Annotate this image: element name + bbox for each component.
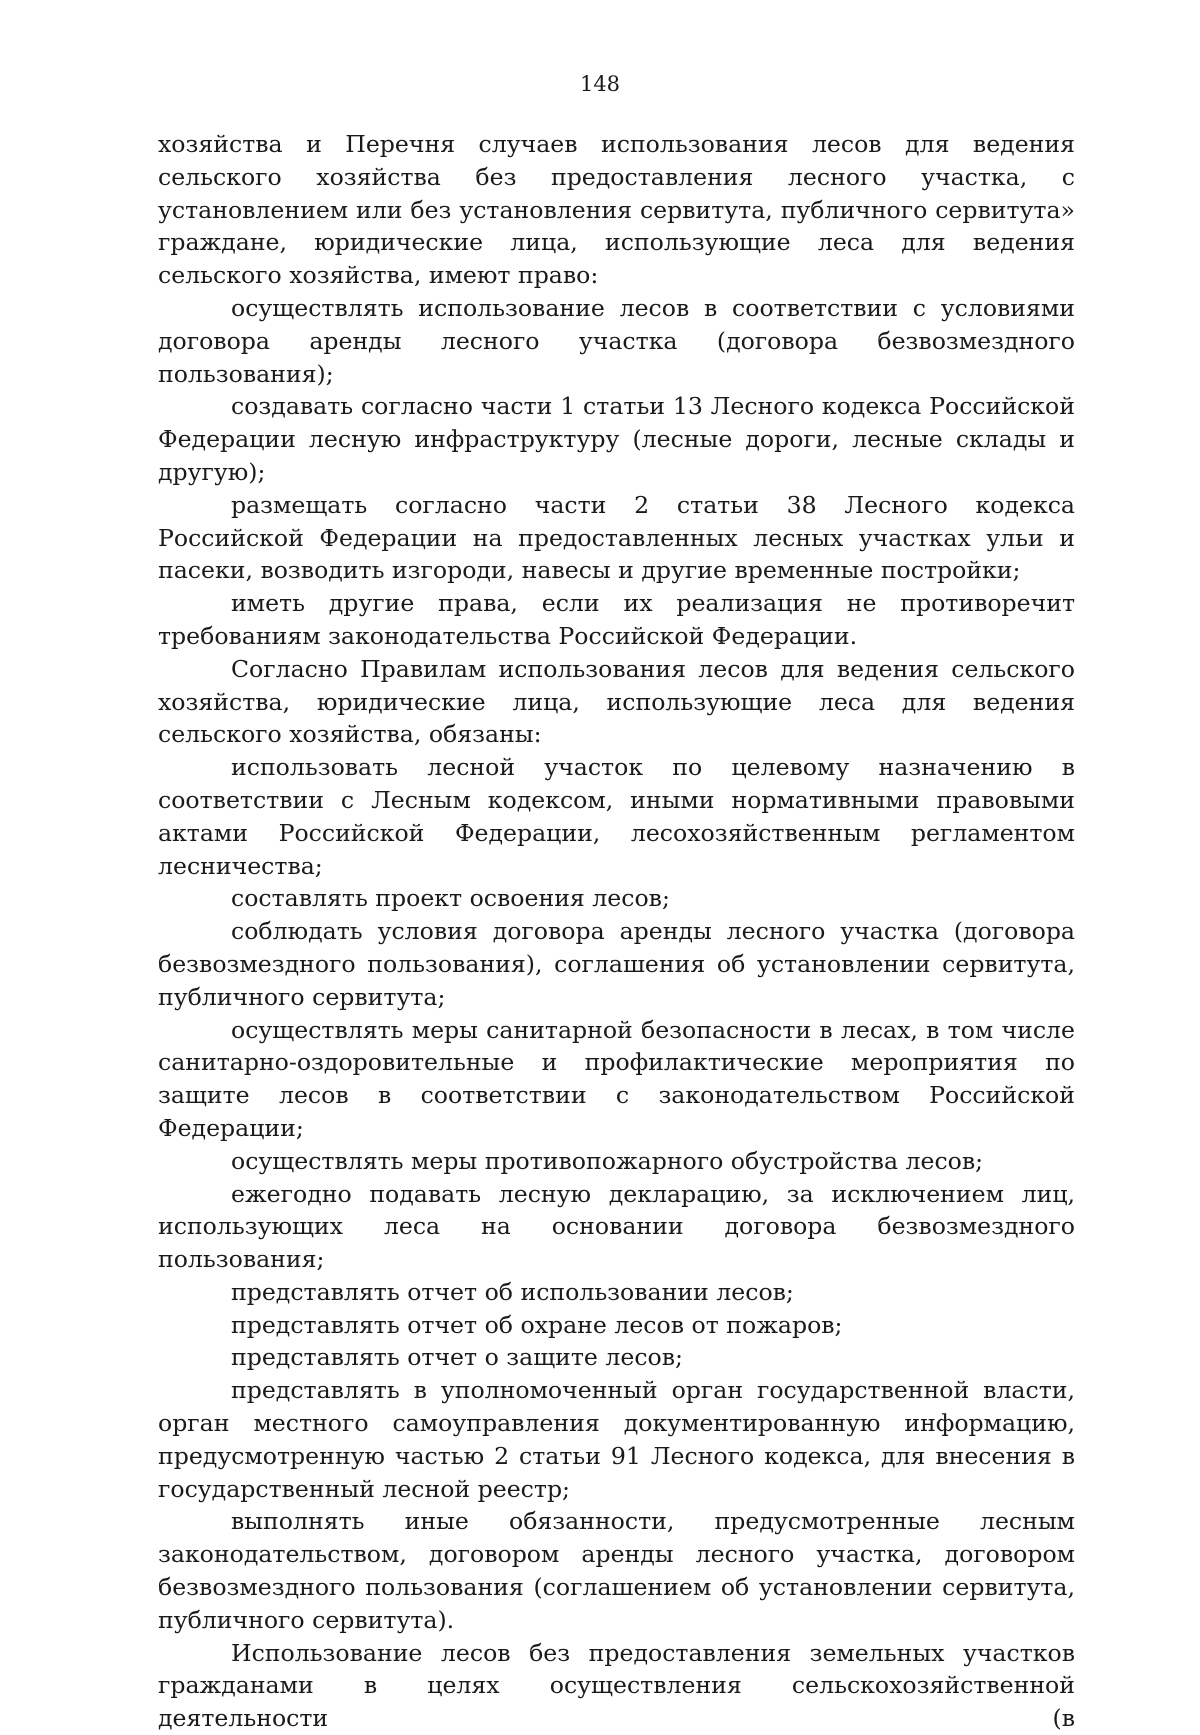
- paragraph: иметь другие права, если их реализация не противоречит требованиям законодательства Российской Федерации.: [158, 589, 1075, 650]
- paragraph: ежегодно подавать лесную декларацию, за исключением лиц, использующих леса на основании договора безвозмездного пользования;: [158, 1179, 1075, 1274]
- paragraph: представлять в уполномоченный орган государственной власти, орган местного самоуправления документированную информацию, предусмотренную частью 2 статьи 91 Лесного кодекса, для внесения в государственный лесной реестр;: [158, 1376, 1075, 1503]
- paragraph: Согласно Правилам использования лесов для ведения сельского хозяйства, юридические лица, использующие леса для ведения сельского хозяйства, обязаны:: [158, 654, 1075, 749]
- paragraph: хозяйства и Перечня случаев использования лесов для ведения сельского хозяйства без предоставления лесного участка, с установлением или без установления сервитута, публичного сервитута» граждане, юридические лица, использующие леса для ведения сельского хозяйства, имеют право:: [158, 130, 1075, 290]
- paragraph: составлять проект освоения лесов;: [231, 884, 670, 913]
- paragraph: осуществлять использование лесов в соответствии с условиями договора аренды лесного участка (договора безвозмездного пользования);: [158, 293, 1075, 388]
- paragraph: использовать лесной участок по целевому назначению в соответствии с Лесным кодексом, иными нормативными правовыми актами Российской Федерации, лесохозяйственным регламентом лесничества;: [158, 753, 1075, 880]
- paragraph: представлять отчет об использовании лесов;: [231, 1277, 794, 1306]
- paragraph: представлять отчет о защите лесов;: [231, 1343, 683, 1372]
- paragraph: Использование лесов без предоставления земельных участков гражданами в целях осуществления сельскохозяйственной деятельности (в: [158, 1638, 1075, 1733]
- paragraph: соблюдать условия договора аренды лесного участка (договора безвозмездного пользования), соглашения об установлении сервитута, публичного сервитута;: [158, 917, 1075, 1011]
- paragraph: размещать согласно части 2 статьи 38 Лесного кодекса Российской Федерации на предоставленных лесных участках ульи и пасеки, возводить изгороди, навесы и другие временные постройки;: [158, 490, 1075, 585]
- paragraph: выполнять иные обязанности, предусмотренные лесным законодательством, договором аренды лесного участка, договором безвозмездного пользования (соглашением об установлении сервитута, публичного сервитута).: [158, 1507, 1075, 1634]
- document-body: [158, 128, 1075, 1735]
- paragraph: осуществлять меры санитарной безопасности в лесах, в том числе санитарно-оздоровительные и профилактические мероприятия по защите лесов в соответствии с законодательством Российской Федерации;: [158, 1015, 1075, 1142]
- paragraph: представлять отчет об охране лесов от пожаров;: [231, 1310, 843, 1339]
- paragraph: осуществлять меры противопожарного обустройства лесов;: [231, 1146, 984, 1175]
- page-number: 148: [579, 72, 621, 96]
- paragraph: создавать согласно части 1 статьи 13 Лесного кодекса Российской Федерации лесную инфраструктуру (лесные дороги, лесные склады и другую);: [158, 392, 1075, 486]
